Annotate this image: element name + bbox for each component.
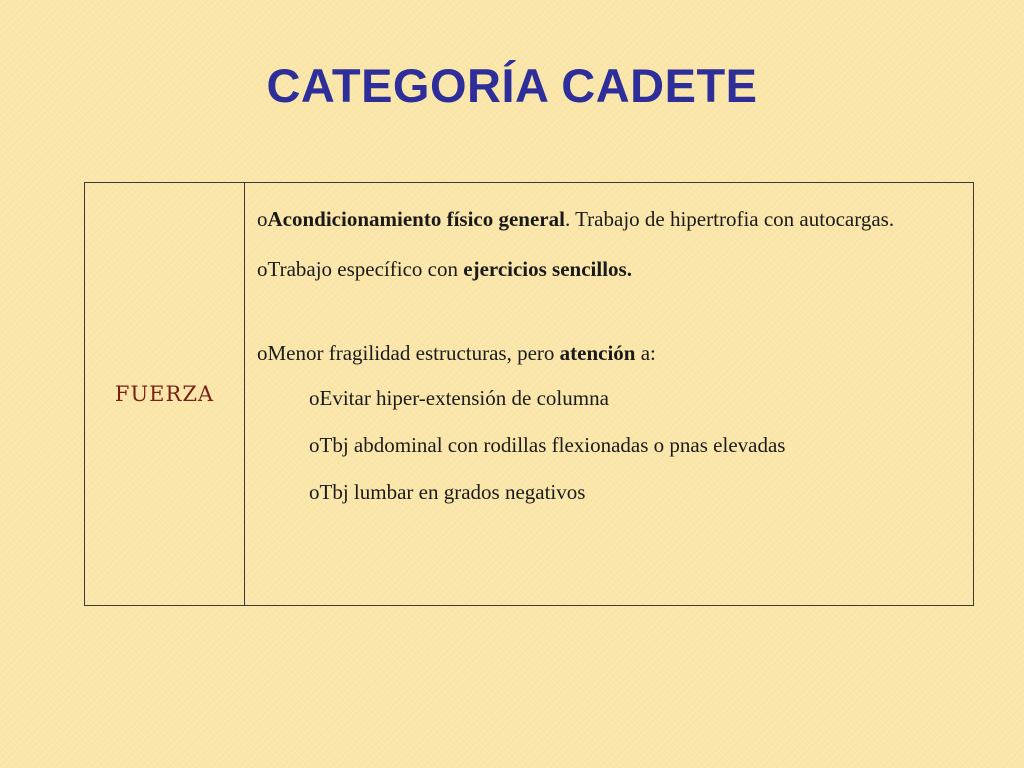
sub-list-item (257, 422, 963, 469)
item-bold-text: ejercicios sencillos. (463, 257, 632, 281)
list-item (257, 247, 963, 291)
item-bold-text: atención (559, 341, 636, 365)
item-text: a: (635, 341, 656, 365)
bullet-icon: o (309, 386, 320, 410)
list-item (257, 197, 963, 241)
table-row (85, 183, 974, 606)
item-bold-text: Acondicionamiento físico general (267, 207, 565, 231)
content-cell (245, 183, 974, 606)
item-text: Menor fragilidad estructuras, pero (267, 341, 560, 365)
bullet-icon: o (257, 341, 268, 365)
item-text: . Trabajo de hipertrofia con autocargas. (564, 207, 895, 231)
list-item (257, 331, 963, 375)
bullet-icon: o (309, 433, 320, 457)
sub-list-item (257, 375, 963, 422)
sub-list-item (257, 469, 963, 516)
bullet-icon: o (257, 207, 268, 231)
sub-item-text: Evitar hiper-extensión de columna (319, 386, 609, 410)
bullet-icon: o (257, 257, 268, 281)
slide-title: CATEGORÍA CADETE (266, 59, 758, 112)
sub-item-text: Tbj lumbar en grados negativos (319, 480, 586, 504)
sub-item-text: Tbj abdominal con rodillas flexionadas o pnas elevadas (319, 433, 786, 457)
bullet-icon: o (309, 480, 320, 504)
category-label: FUERZA (114, 382, 215, 406)
content-table (84, 182, 974, 606)
category-cell (85, 183, 245, 606)
item-text: Trabajo específico con (267, 257, 464, 281)
